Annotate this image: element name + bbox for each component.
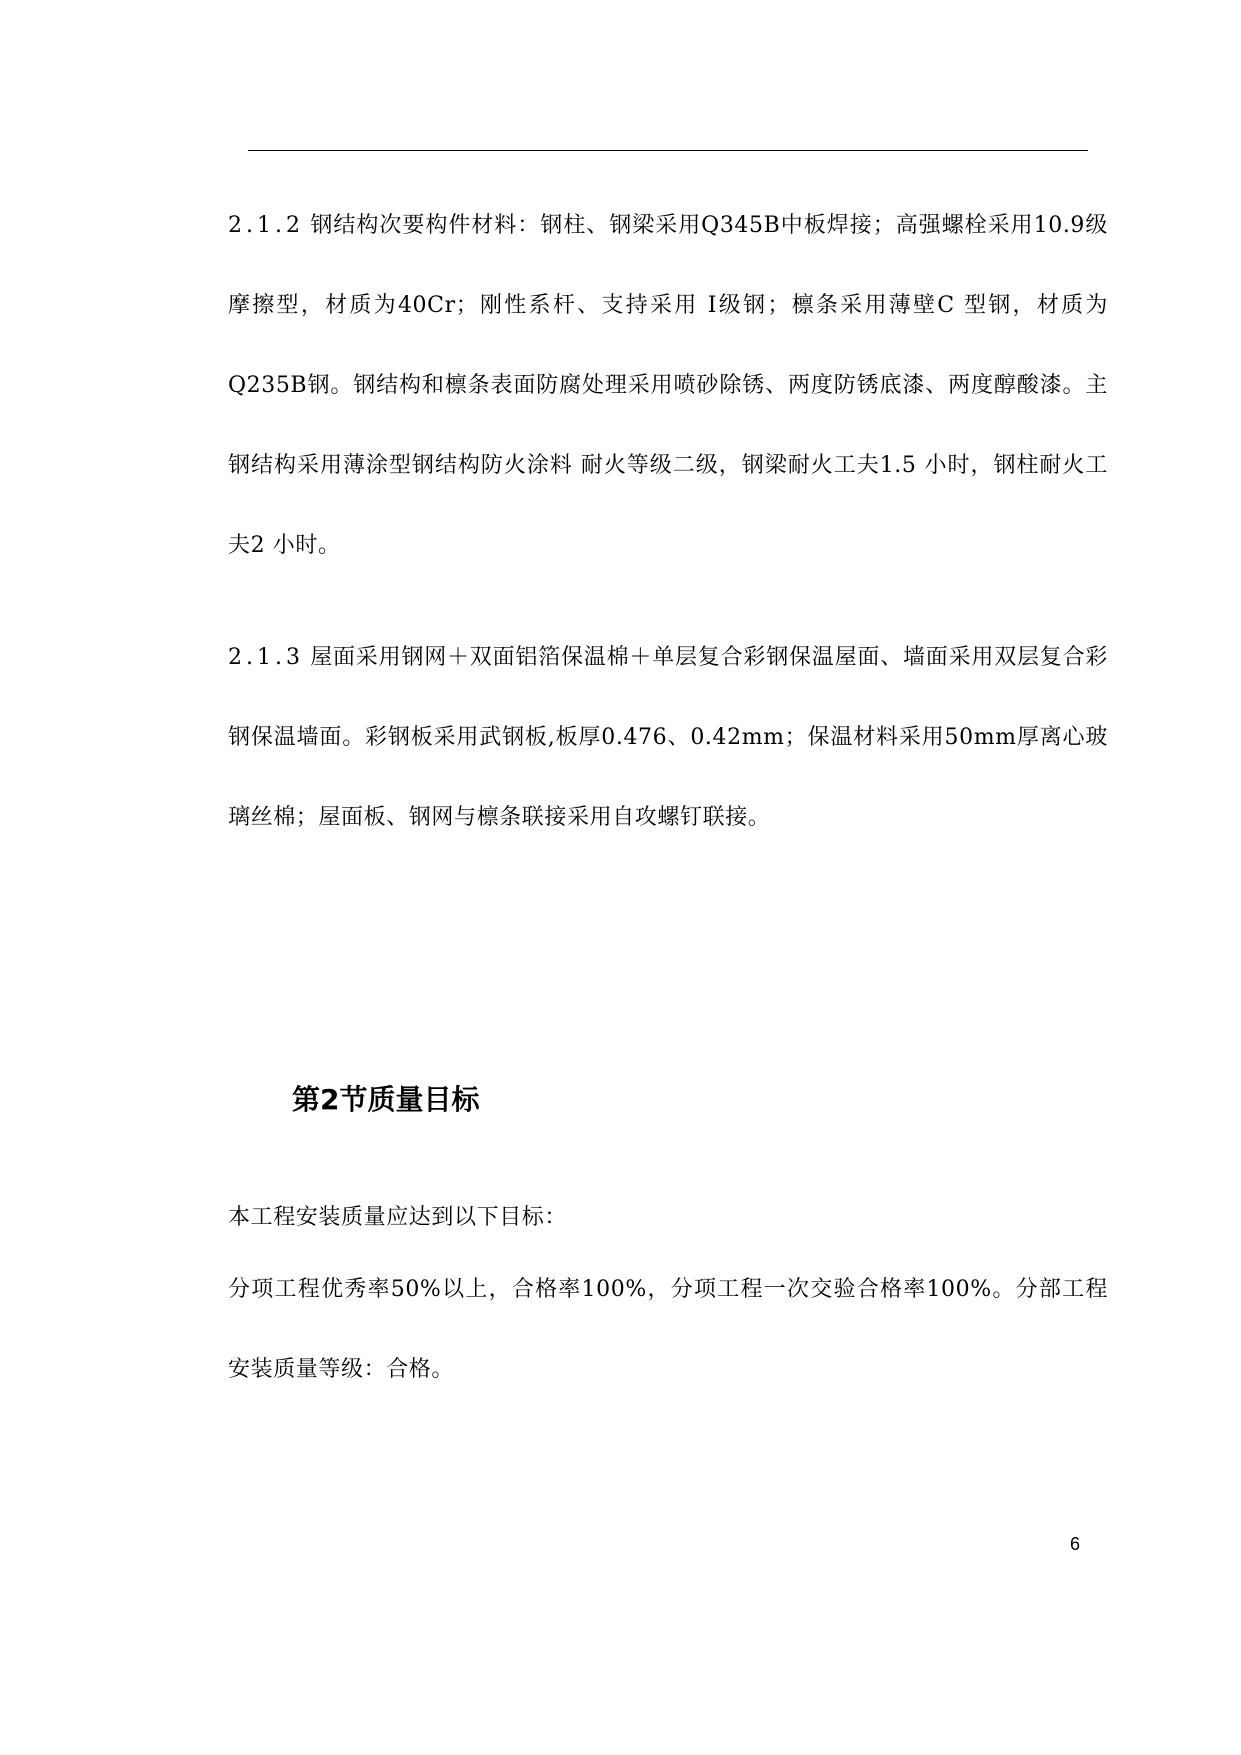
section-title: 第2节质量目标 [292,1083,480,1116]
paragraph-2-1-3 [228,618,1108,858]
paragraph-2-1-2 [228,186,1108,586]
clause-number: 2.1.3 [228,645,304,670]
clause-number: 2.1.2 [228,213,304,238]
clause-text: 钢结构次要构件材料：钢柱、钢梁采用Q345B中板焊接；高强螺栓采用10.9级摩擦型，材质为40Cr；刚性系杆、支持采用 Ⅰ级钢；檩条采用薄壁C 型钢，材质为Q235B钢。钢结构和檩条表面防腐处理采用喷砂除锈、两度防锈底漆、两度醇酸漆。主钢结构采用薄涂型钢结构防火涂料 耐火等级二级，钢梁耐火工夫1.5 小时，钢柱耐火工夫2 小时。 [228,213,1108,558]
header-rule [248,150,1088,151]
clause-text: 屋面采用钢网＋双面铝箔保温棉＋单层复合彩钢保温屋面、墙面采用双层复合彩钢保温墙面。彩钢板采用武钢板,板厚0.476、0.42mm；保温材料采用50mm厚离心玻璃丝棉；屋面板、钢网与檩条联接采用自攻螺钉联接。 [228,645,1108,830]
quality-intro: 本工程安装质量应达到以下目标： [228,1205,568,1230]
quality-goals: 分项工程优秀率50%以上，合格率100%，分项工程一次交验合格率100%。分部工程安装质量等级：合格。 [228,1277,1108,1382]
page-number: 6 [1070,1534,1081,1554]
